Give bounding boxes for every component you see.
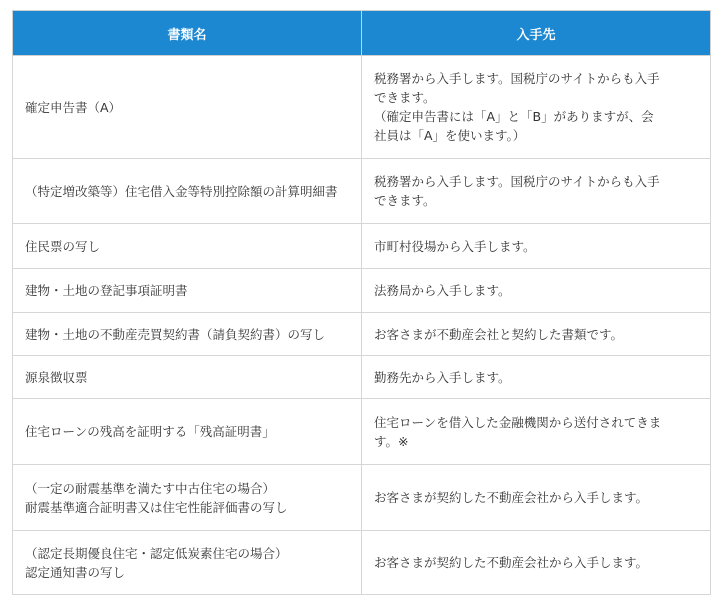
source-text: す。※	[374, 433, 409, 449]
source-text: お客さまが契約した不動産会社から入手します。	[374, 490, 649, 505]
source-text: 税務署から入手します。国税庁のサイトからも入手	[374, 71, 660, 86]
table-row	[13, 465, 711, 531]
documents-table	[12, 10, 711, 595]
document-name-text: 住民票の写し	[25, 238, 101, 254]
document-name-text: 耐震基準適合証明書又は住宅性能評価書の写し	[25, 499, 288, 515]
source-text: 税務署から入手します。国税庁のサイトからも入手	[374, 174, 660, 189]
source-text: 法務局から入手します。	[374, 283, 511, 298]
source-text: できます。	[374, 90, 436, 105]
source-text: 市町村役場から入手します。	[374, 238, 536, 254]
source-text: できます。	[374, 193, 436, 208]
source-cell	[362, 224, 711, 269]
document-name-text: （特定増改築等）住宅借入金等特別控除額の計算明細書	[25, 183, 338, 199]
document-name-cell	[13, 399, 362, 465]
document-name-cell	[13, 159, 362, 224]
document-name-cell	[13, 531, 362, 595]
table-row	[13, 356, 711, 399]
source-cell	[362, 56, 711, 159]
source-text: お客さまが不動産会社と契約した書類です。	[374, 326, 624, 342]
table-row	[13, 313, 711, 356]
document-name-text: 建物・土地の登記事項証明書	[25, 283, 188, 298]
table-row	[13, 56, 711, 159]
document-name-text: 認定通知書の写し	[25, 564, 126, 580]
source-cell	[362, 399, 711, 465]
header-document-name: 書類名	[13, 11, 362, 56]
table-row	[13, 399, 711, 465]
source-text: 住宅ローンを借入した金融機関から送付されてきま	[374, 414, 662, 430]
document-name-cell	[13, 313, 362, 356]
document-name-text: （認定長期優良住宅・認定低炭素住宅の場合）	[25, 545, 288, 561]
source-cell	[362, 269, 711, 313]
source-cell	[362, 313, 711, 356]
table-row	[13, 159, 711, 224]
source-cell	[362, 159, 711, 224]
document-name-text: 建物・土地の不動産売買契約書（請負契約書）の写し	[25, 326, 326, 342]
header-source: 入手先	[362, 11, 711, 56]
source-text: （確定申告書には「A」と「B」がありますが、会	[374, 109, 654, 124]
document-name-cell	[13, 56, 362, 159]
document-name-text: 住宅ローンの残高を証明する「残高証明書」	[25, 424, 275, 439]
source-text: 勤務先から入手します。	[374, 369, 511, 385]
document-name-cell	[13, 465, 362, 531]
source-cell	[362, 531, 711, 595]
document-name-text: 確定申告書（A）	[25, 99, 122, 115]
source-text: お客さまが契約した不動産会社から入手します。	[374, 555, 649, 570]
source-text: 社員は「A」を使います。）	[374, 128, 526, 143]
document-name-text: 源泉徴収票	[25, 369, 88, 385]
table-row	[13, 531, 711, 595]
table-row	[13, 224, 711, 269]
document-name-text: （一定の耐震基準を満たす中古住宅の場合）	[25, 480, 276, 496]
document-name-cell	[13, 356, 362, 399]
document-name-cell	[13, 269, 362, 313]
source-cell	[362, 356, 711, 399]
table-header-row	[13, 11, 711, 56]
document-name-cell	[13, 224, 362, 269]
table-row	[13, 269, 711, 313]
source-cell	[362, 465, 711, 531]
